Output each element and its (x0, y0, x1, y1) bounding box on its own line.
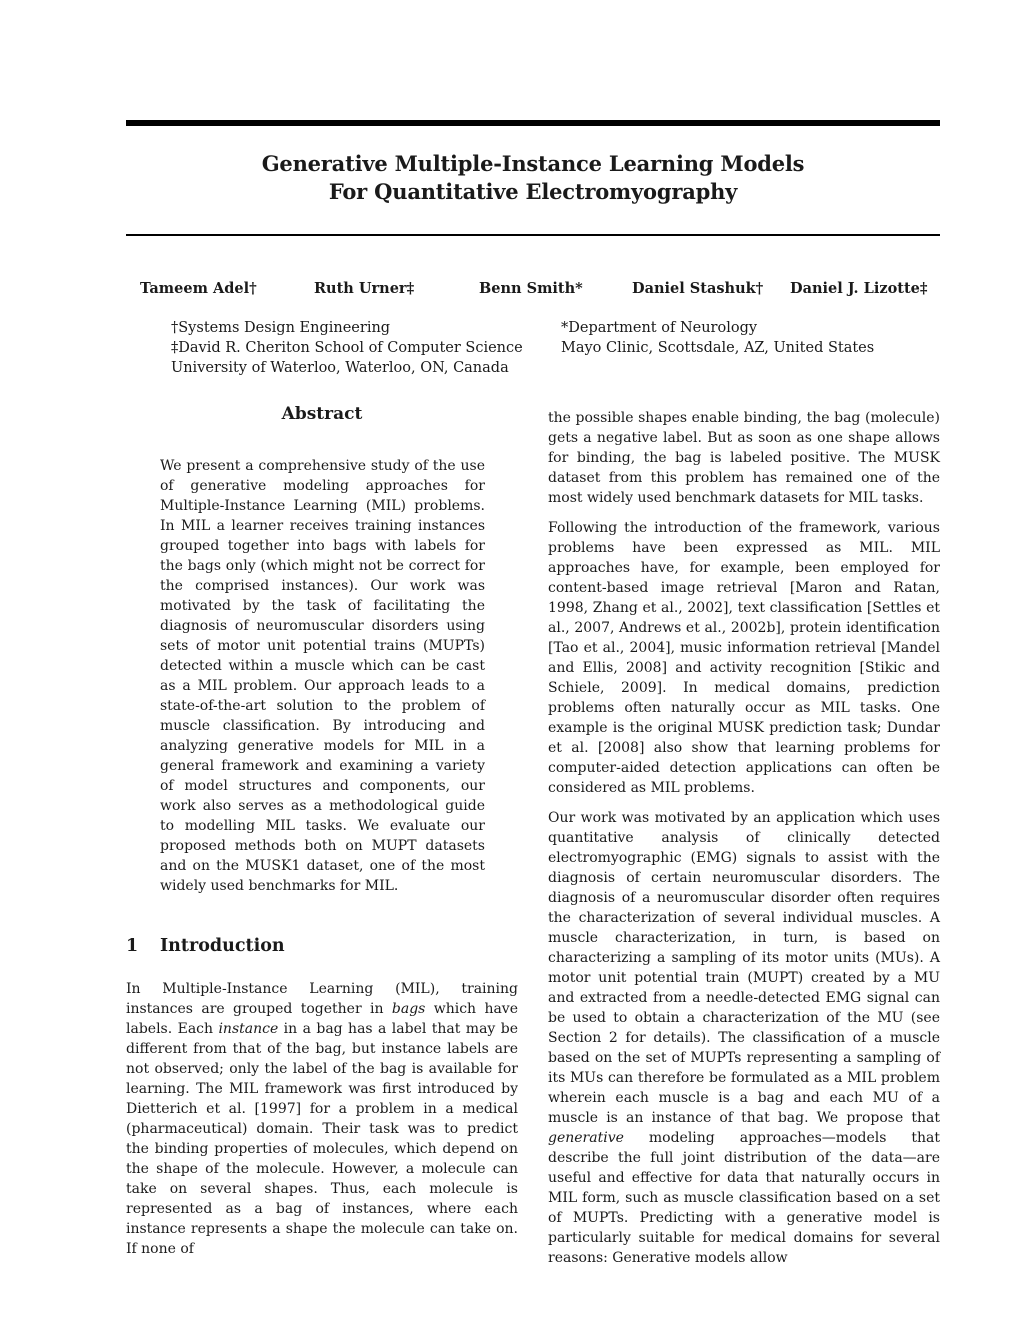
emphasis-bags: bags (391, 1001, 426, 1017)
emphasis-instance: instance (218, 1021, 279, 1037)
affiliation-line: Mayo Clinic, Scottsdale, AZ, United States (561, 340, 875, 356)
abstract-heading: Abstract (281, 404, 363, 424)
affiliation-line: University of Waterloo, Waterloo, ON, Canada (171, 360, 509, 376)
title-rule-top (126, 120, 940, 126)
text-run: In Multiple-Instance Learning (MIL), training instances are grouped together in (126, 981, 518, 1017)
text-run: Our work was motivated by an application which uses quantitative analysis of clinically detected electromyographic (EMG) signals to assist with the diagnosis of certain neuromuscular disorders. The diagnosis of a neuromuscular disorder often requires the characterization of several individual muscles. A muscle characterization, in turn, is based on characterizing a sampling of its motor units (MUs). A motor unit potential train (MUPT) created by a MU and extracted from a needle-detected EMG signal can be used to obtain a characterization of the MU (see Section 2 for details). The classification of a muscle based on the set of MUPTs representing a sampling of its MUs can therefore be formulated as a MIL problem wherein each muscle is a bag and each MU of a muscle is an instance of that bag. We propose that (548, 810, 940, 1126)
affiliations-waterloo (171, 318, 523, 378)
author-name: Ruth Urner‡ (314, 280, 415, 297)
text-run: modeling approaches—models that describe the full joint distribution of the data—are useful and effective for data that naturally occurs in MIL form, such as muscle classification based on a set of MUPTs. Predicting with a generative model is particularly suitable for medical domains for several reasons: Generative models allow (548, 1130, 940, 1266)
abstract-text: We present a comprehensive study of the use of generative modeling approaches for Multiple-Instance Learning (MIL) problems. In MIL a learner receives training instances grouped together into bags with labels for the bags only (which might not be correct for the comprised instances). Our work was motivated by the task of facilitating the diagnosis of neuromuscular disorders using sets of motor unit potential trains (MUPTs) detected within a muscle which can be cast as a MIL problem. Our approach leads to a state-of-the-art solution to the problem of muscle classification. By introducing and analyzing generative models for MIL in a general framework and examining a variety of model structures and components, our work also serves as a methodological guide to modelling MIL tasks. We evaluate our proposed methods both on MUPT datasets and on the MUSK1 dataset, one of the most widely used benchmarks for MIL. (160, 458, 485, 894)
title-rule-bottom (126, 234, 940, 236)
affiliation-line: †Systems Design Engineering (171, 320, 391, 336)
affiliation-line: *Department of Neurology (561, 320, 758, 336)
left-column-body (126, 979, 518, 1259)
right-column-body (548, 408, 940, 1278)
text-run: in a bag has a label that may be different from that of the bag, but instance labels are not observed; only the label of the bag is available for learning. The MIL framework was first introduced by Dietterich et al. [1997] for a problem in a medical (pharmaceutical) domain. Their task was to predict the binding properties of molecules, which depend on the shape of the molecule. However, a molecule can take on several shapes. Thus, each molecule is represented as a bag of instances, where each instance represents a shape the molecule can take on. If none of (126, 1021, 518, 1257)
author-name: Daniel J. Lizotte‡ (790, 280, 928, 297)
affiliation-line: ‡David R. Cheriton School of Computer Science (171, 340, 523, 356)
author-name: Tameem Adel† (140, 280, 257, 297)
paper-title (126, 150, 940, 206)
paper-title-line-2: For Quantitative Electromyography (328, 179, 738, 204)
intro-paragraph-2: Following the introduction of the framework, various problems have been expressed as MIL. MIL approaches have, for example, been employed for content-based image retrieval [Maron and Ratan, 1998, Zhang et al., 2002], text classification [Settles et al., 2007, Andrews et al., 2002b], protein identification [Tao et al., 2004], music information retrieval [Mandel and Ellis, 2008] and activity recognition [Stikic and Schiele, 2009]. In medical domains, prediction problems often naturally occur as MIL tasks. One example is the original MUSK prediction task; Dundar et al. [2008] also show that learning problems for computer-aided detection applications can often be considered as MIL problems. (548, 520, 940, 796)
section-number: 1 (126, 936, 139, 956)
author-name: Benn Smith* (479, 280, 583, 297)
emphasis-generative: generative (548, 1130, 624, 1146)
intro-paragraph-1-continued: the possible shapes enable binding, the bag (molecule) gets a negative label. But as soon as one shape allows for binding, the bag is labeled positive. The MUSK dataset from this problem has remained one of the most widely used benchmark datasets for MIL tasks. (548, 410, 940, 506)
paper-title-line-1: Generative Multiple-Instance Learning Models (261, 151, 805, 176)
intro-paragraph-3 (548, 808, 940, 1268)
author-list (0, 280, 1024, 302)
section-heading-introduction (126, 936, 518, 956)
affiliations-mayo (561, 318, 874, 358)
intro-paragraph-1 (126, 979, 518, 1259)
text-run: which have labels. Each (126, 1001, 518, 1037)
author-name: Daniel Stashuk† (632, 280, 764, 297)
section-title: Introduction (160, 936, 285, 956)
